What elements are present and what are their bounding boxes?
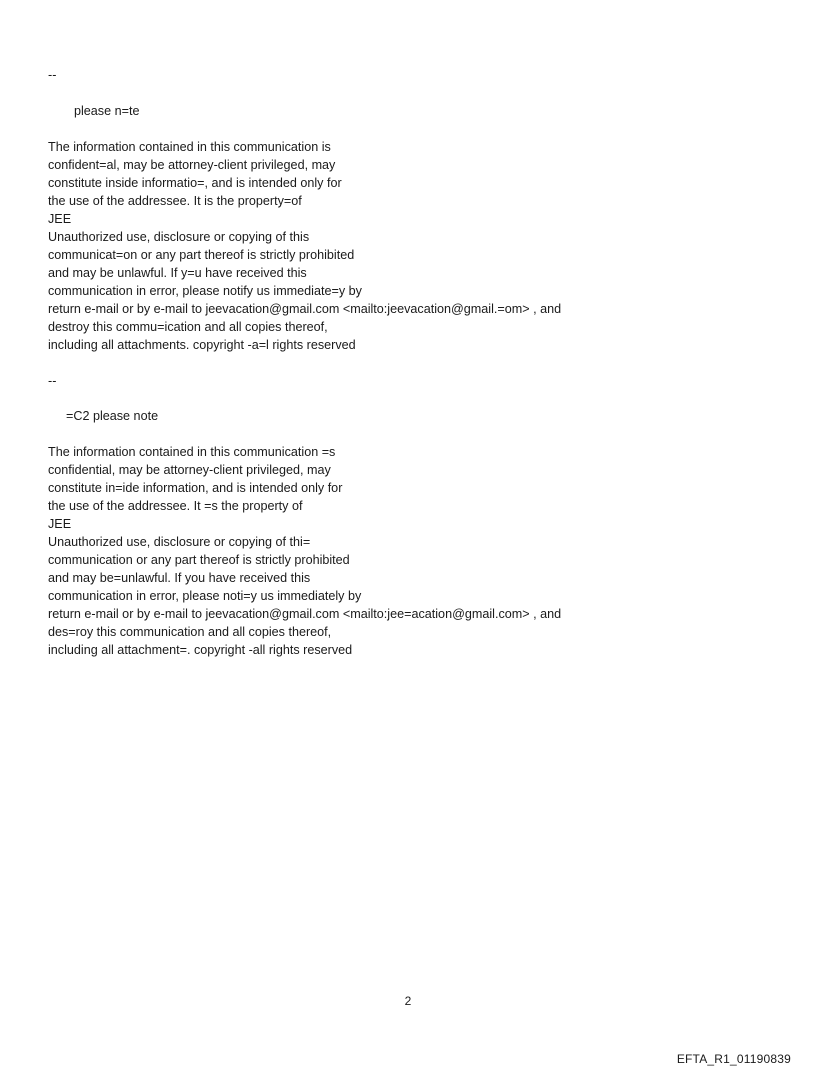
confidentiality-notice-2 [48,443,561,659]
document-id: EFTA_R1_01190839 [676,1052,791,1066]
notice-line: and may be unlawful. If y=u have received this [48,266,307,280]
notice-line: constitute inside informatio=, and is intended only for [48,176,342,190]
notice-line: destroy this commu=ication and all copies thereof, [48,320,328,334]
notice-line: communication in error, please notify us immediate=y by [48,284,362,298]
notice-line: Unauthorized use, disclosure or copying of thi= [48,535,311,549]
page-number: 2 [404,994,412,1008]
notice-line: the use of the addressee. It is the property=of [48,194,302,208]
notice-line: Unauthorized use, disclosure or copying of this [48,230,310,244]
notice-line: including all attachment=. copyright -all rights reserved [48,643,353,657]
notice-line: des=roy this communication and all copies thereof, [48,625,332,639]
notice-line: return e-mail or by e-mail to jeevacation@gmail.com <mailto:jeevacation@gmail.=om> , and [48,302,562,316]
notice-line: and may be=unlawful. If you have received this [48,571,311,585]
notice-line: constitute in=ide information, and is intended only for [48,481,343,495]
notice-line: confidential, may be attorney-client privileged, may [48,463,331,477]
notice-line: confident=al, may be attorney-client privileged, may [48,158,336,172]
confidentiality-notice-1 [48,138,561,354]
notice-line: including all attachments. copyright -a=l rights reserved [48,338,356,352]
separator-dashes: -- [48,374,57,388]
please-note-heading: =C2 please note [66,409,159,423]
notice-line: JEE [48,517,72,531]
notice-line: return e-mail or by e-mail to jeevacation@gmail.com <mailto:jee=acation@gmail.com> , and [48,607,562,621]
notice-line: The information contained in this communication =s [48,445,336,459]
notice-line: communication in error, please noti=y us immediately by [48,589,362,603]
notice-line: the use of the addressee. It =s the property of [48,499,303,513]
notice-line: The information contained in this communication is [48,140,331,154]
notice-line: communicat=on or any part thereof is strictly prohibited [48,248,355,262]
notice-line: communication or any part thereof is strictly prohibited [48,553,350,567]
separator-dashes: -- [48,68,57,82]
please-note-heading: please n=te [74,104,140,118]
notice-line: JEE [48,212,72,226]
